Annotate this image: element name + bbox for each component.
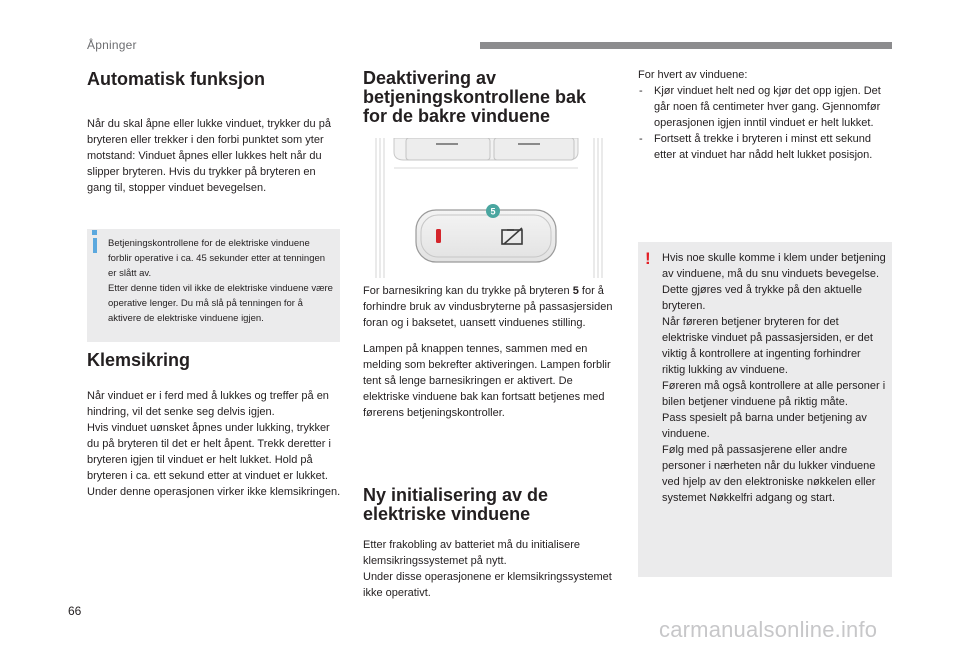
warning-line: Når føreren betjener bryteren for det elektriske vinduet på passasjersiden, er det viktig å kontrollere at ingenting forhindrer riktig lukking av vinduene.: [662, 316, 873, 376]
list-item-text: Kjør vinduet helt ned og kjør det opp igjen. Det går noen få centimeter hver gang. Gjennomfør operasjonen igjen inntil vinduet er helt lukket.: [654, 85, 881, 129]
warning-line: Følg med på passasjerene eller andre personer i nærheten når du lukker vinduene ved hjelp av den elektroniske nøkkelen eller systemet Nøkkelfri adgang og start.: [662, 444, 876, 504]
anti-pinch-p1: Når vinduet er i ferd med å lukkes og treffer på en hindring, vil det senke seg delvis igjen.: [87, 390, 329, 418]
info-icon-dot: [92, 230, 97, 235]
deactivate-p1-post: for å forhindre bruk av vindusbryterne på passasjersiden foran og i baksetet, uansett vinduenes stilling.: [363, 285, 613, 329]
deactivate-section: [363, 69, 613, 126]
reinit-p1: Etter frakobling av batteriet må du initialisere klemsikringssystemet på nytt.: [363, 539, 581, 567]
deactivate-p1-bold: 5: [572, 285, 579, 297]
warning-text: [662, 250, 886, 506]
auto-function-body: Når du skal åpne eller lukke vinduet, trykker du på bryteren eller trekker i den forbi punktet som yter motstand: Vinduet åpnes eller lukkes helt når du slipper bryteren. Hvis du trykker på bryteren en gang til, stopper vinduet bevegelsen.: [87, 118, 331, 194]
page-number: 66: [68, 604, 82, 618]
header-bar: [480, 42, 892, 49]
anti-pinch-title: Klemsikring: [87, 350, 191, 370]
list-item: [638, 83, 890, 131]
anti-pinch-p2: Hvis vinduet uønsket åpnes under lukking, trykker du på bryteren til det er helt åpent. Trekk deretter i bryteren igjen til vinduet er helt lukket. Hold på bryteren i ca. ett sekund etter at vinduet er lukket.: [87, 422, 331, 482]
reinit-p2: Under disse operasjonene er klemsikringssystemet ikke operativt.: [363, 571, 612, 599]
anti-pinch-section: [87, 351, 342, 500]
deactivate-title: [363, 69, 613, 126]
reinit-title-line1: Ny initialisering av de: [363, 485, 549, 505]
switch-panel-drawing: [368, 138, 606, 278]
reinit-title: [363, 486, 613, 524]
child-lock-lamp: [436, 229, 441, 243]
window-switch-illustration: [368, 138, 606, 278]
list-item-text: Fortsett å trekke i bryteren i minst ett sekund etter at vinduet har nådd helt lukket posisjon.: [654, 133, 873, 161]
list-dash: -: [639, 85, 643, 97]
anti-pinch-p3: Under denne operasjonen virker ikke klemsikringen.: [87, 486, 341, 498]
list-item: [638, 131, 890, 163]
reinit-section: [363, 486, 613, 601]
warning-note: [638, 242, 892, 577]
info-note-text: [108, 236, 336, 326]
info-note-line2: Etter denne tiden vil ikke de elektriske vinduene være operative lenger. Du må slå på tenningen for å aktivere de elektriske vinduene igjen.: [108, 283, 333, 324]
deactivate-p1: [363, 283, 613, 331]
deactivate-p2: Lampen på knappen tennes, sammen med en melding som bekrefter aktiveringen. Lampen forblir tent så lenge barnesikringen er aktivert. De elektriske vinduene bak kan fortsatt betjenes med førerens betjeningskontroller.: [363, 343, 611, 419]
section-label: Åpninger: [87, 38, 137, 52]
info-note-line1: Betjeningskontrollene for de elektriske vinduene forblir operative i ca. 45 sekunder etter at tenningen er slått av.: [108, 238, 326, 279]
deactivate-title-line1: Deaktivering av: [363, 68, 497, 88]
reinit-title-line2: elektriske vinduene: [363, 504, 531, 524]
warning-icon: !: [645, 249, 651, 268]
deactivate-title-line2: betjeningskontrollene bak: [363, 87, 587, 107]
auto-function-title: Automatisk funksjon: [87, 69, 266, 89]
watermark: carmanualsonline.info: [659, 617, 878, 642]
reinit-steps: [638, 67, 890, 163]
warning-line: Pass spesielt på barna under betjening av vinduene.: [662, 412, 867, 440]
info-icon: [93, 238, 97, 253]
list-dash: -: [639, 133, 643, 145]
reinit-intro: For hvert av vinduene:: [638, 69, 748, 81]
deactivate-body: [363, 283, 613, 421]
auto-function-section: [87, 70, 342, 196]
callout-number: 5: [490, 206, 496, 217]
deactivate-p1-pre: For barnesikring kan du trykke på bryteren: [363, 285, 573, 297]
warning-line: Føreren må også kontrollere at alle personer i bilen betjener vinduene på riktig måte.: [662, 380, 886, 408]
info-note: [87, 229, 340, 342]
warning-line: Hvis noe skulle komme i klem under betjening av vinduene, må du snu vinduets bevegelse. Dette gjøres ved å trykke på den aktuelle bryteren.: [662, 252, 886, 312]
deactivate-title-line3: for de bakre vinduene: [363, 106, 551, 126]
